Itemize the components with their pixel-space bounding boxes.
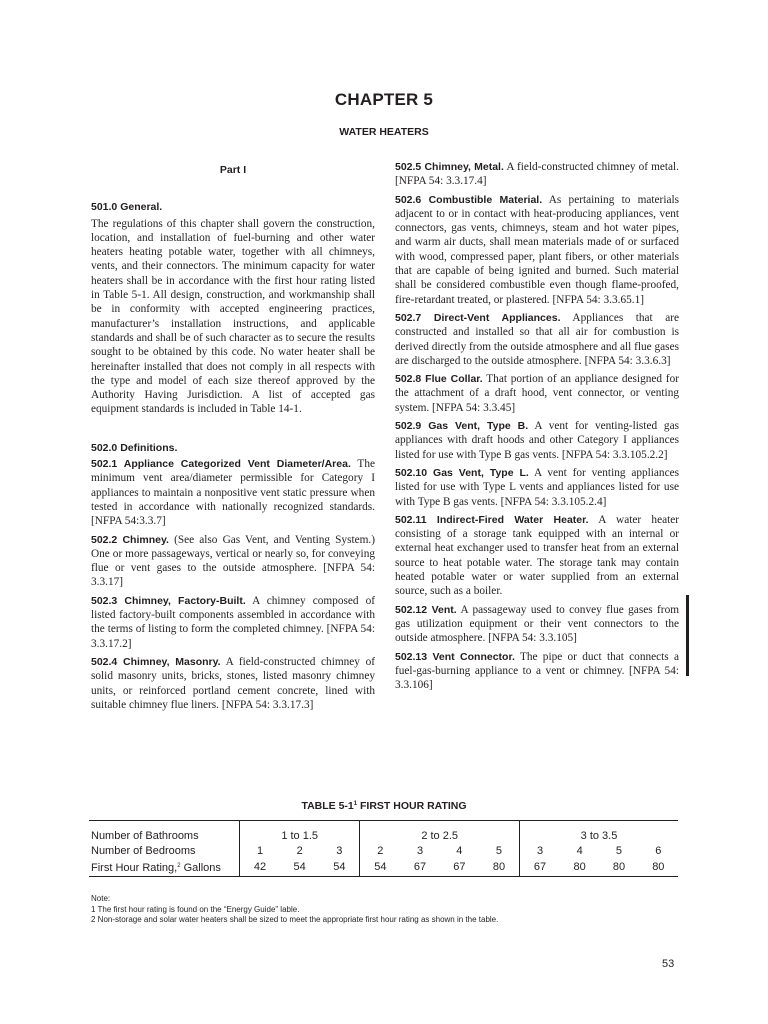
table-cell: 4: [456, 845, 463, 857]
definition-text: That portion of an appliance designed for the attachment of a draft hood, vent connector, or venting system. [NFPA 54: 3.3.45]: [395, 373, 679, 414]
table-cell: 80: [479, 859, 520, 877]
table-title-suffix: FIRST HOUR RATING: [357, 800, 467, 812]
table-row-bathrooms: [89, 821, 678, 845]
table-cell: 6: [655, 845, 662, 857]
definition-term: 502.4 Chimney, Masonry.: [91, 655, 221, 668]
rating-unit: Gallons: [180, 862, 221, 874]
row-label-bedrooms: Number of Bedrooms: [91, 845, 196, 857]
definition-text: The minimum vent area/diameter permissible for Category I appliances to maintain a nonpositive vent static pressure when tested in accordance with nationally recognized standards. [NFPA 54:3.3.7]: [91, 458, 375, 528]
page-number: 53: [662, 958, 675, 970]
table-cell: 80: [639, 859, 678, 877]
definition-text: (See also Gas Vent, and Venting System.) One or more passageways, vertical or nearly so, for conveying flue or vent gases to the outside atmosphere. [NFPA 54: 3.3.17]: [91, 533, 375, 589]
revision-change-bar: [686, 595, 689, 676]
definition-502-5: [395, 160, 679, 189]
section-heading-definitions: 502.0 Definitions.: [91, 441, 178, 454]
table-cell: 80: [560, 859, 599, 877]
bathrooms-group-3: 3 to 3.5: [520, 821, 679, 845]
definition-502-13: [395, 650, 679, 693]
left-column: [91, 160, 375, 716]
definition-text: Appliances that are constructed and installed so that all air for combustion is derived directly from the outside atmosphere and all flue gases are discharged to the outside atmosphere. [NFPA 54: 3.3.6.3]: [395, 311, 680, 367]
table-cell: 5: [495, 845, 503, 857]
table-cell: 2: [296, 845, 303, 857]
table-notes: [91, 894, 691, 926]
table-cell: 3: [520, 844, 561, 859]
definition-502-10: [395, 466, 679, 509]
definition-502-12: [395, 603, 679, 646]
definition-502-6: [395, 193, 679, 307]
definition-502-2: [91, 533, 375, 590]
table-cell: 54: [360, 859, 401, 877]
definition-text: A field-constructed chimney of metal. [NFPA 54: 3.3.17.4]: [395, 161, 679, 188]
table-cell: 54: [280, 859, 319, 877]
row-label-rating: [89, 859, 240, 877]
definition-text: A vent for venting appliances listed for use with Type L vents and appliances listed for use with Type B gas vents. [NFPA 54: 3.3.105.2.4]: [395, 466, 679, 508]
definition-term: 502.13 Vent Connector.: [395, 650, 515, 663]
first-hour-rating-table: [89, 820, 678, 877]
definition-text: A field-constructed chimney of solid masonry units, bricks, stones, listed masonry chimney units, or reinforced portland cement concrete, lined with suitable chimney flue liners. [NFPA 54: 3.3.17.3]: [91, 655, 376, 711]
definition-502-8: [395, 372, 679, 415]
definition-502-1: [91, 457, 375, 528]
definition-term: 502.1 Appliance Categorized Vent Diameter/Area.: [91, 458, 351, 471]
definition-text: As pertaining to materials adjacent to or in contact with heat-producing appliances, vent connectors, gas vents, chimneys, steam and hot water pipes, and warm air ducts, shall mean materials made of or surfaced with wood, compressed paper, plant fibers, or other materials that are capable of being ignited and burned. Such material shall be considered combustible even though flame-proofed, fire-retardant treated, or plastered. [NFPA 54: 3.3.65.1]: [395, 193, 680, 306]
definition-term: 502.9 Gas Vent, Type B.: [395, 420, 529, 433]
definition-502-11: [395, 513, 679, 599]
table-title-prefix: TABLE 5-1: [301, 800, 354, 812]
table-row-bedrooms: [89, 844, 678, 859]
rating-footnote-ref: 2: [177, 863, 181, 869]
definition-text: The pipe or duct that connects a fuel-gas-burning appliance to a vent or chimney. [NFPA 54: 3.3.106]: [395, 650, 679, 692]
section-heading-general: 501.0 General.: [91, 201, 163, 214]
table-cell: 5: [615, 845, 623, 857]
note-item-1: 1 The first hour rating is found on the “Energy Guide” lable.: [91, 904, 300, 914]
notes-heading: Note:: [91, 894, 111, 903]
general-paragraph: The regulations of this chapter shall govern the construction, location, and installation of fuel-burning and other water heaters heating potable water, together with all chimneys, vents, and their connectors. The minimum capacity for water heaters shall be in accordance with the first hour rating listed in Table 5-1. All design, construction, and workmanship shall be in conformity with accepted engineering practices, manufacturer’s installation instructions, and applicable standards and shall be of such character as to secure the results sought to be obtained by this code. No water heater shall be hereinafter installed that does not comply in all respects with the type and model of each size thereof approved by the Authority Having Jurisdiction. A list of accepted gas equipment standards is included in Table 14-1.: [91, 217, 375, 416]
table-title-footnote-ref: 1: [353, 801, 358, 807]
table-cell: 4: [576, 845, 583, 857]
table-title: [0, 800, 768, 812]
definition-term: 502.5 Chimney, Metal.: [395, 161, 504, 173]
definition-502-4: [91, 655, 375, 712]
right-column: [395, 160, 679, 696]
definition-term: 502.3 Chimney, Factory-Built.: [91, 594, 246, 607]
bathrooms-group-1: 1 to 1.5: [240, 821, 360, 845]
table-row-first-hour-rating: [89, 859, 678, 877]
definition-term: 502.7 Direct-Vent Appliances.: [395, 311, 561, 324]
table-cell: 67: [440, 859, 479, 877]
table-cell: 3: [416, 845, 424, 857]
table-cell: 54: [319, 859, 360, 877]
definition-502-3: [91, 594, 375, 651]
table-cell: 42: [240, 859, 281, 877]
bathrooms-group-2: 2 to 2.5: [360, 821, 520, 845]
definition-term: 502.12 Vent.: [395, 603, 457, 616]
definition-502-7: [395, 311, 679, 368]
table-cell: 1: [240, 844, 281, 859]
chapter-title: CHAPTER 5: [334, 90, 434, 109]
definition-term: 502.11 Indirect-Fired Water Heater.: [395, 513, 589, 526]
definition-term: 502.8 Flue Collar.: [395, 373, 483, 386]
table-cell: 3: [336, 845, 343, 857]
note-item-2: 2 Non-storage and solar water heaters shall be sized to meet the appropriate first hour rating as shown in the table.: [91, 915, 499, 924]
table-cell: 2: [360, 844, 401, 859]
definition-text: A passageway used to convey flue gases from gas utilization equipment or their vent connectors to the outside atmosphere. [NFPA 54: 3.3.105]: [395, 603, 680, 645]
definition-text: A water heater consisting of a storage tank equipped with an internal or external heat exchanger used to transfer heat from an external source to heat potable water. The storage tank may contain heated potable water or water supplied from an external source, such as a boiler.: [395, 513, 680, 598]
part-heading: Part I: [219, 164, 247, 176]
definition-term: 502.2 Chimney.: [91, 533, 169, 546]
definition-term: 502.10 Gas Vent, Type L.: [395, 466, 529, 479]
definition-text: A vent for venting-listed gas appliances with draft hoods and other Category I appliances listed for use with Type B gas vents. [NFPA 54: 3.3.105.2.2]: [395, 420, 679, 461]
table-cell: 80: [599, 859, 638, 877]
table-cell: 67: [520, 859, 561, 877]
table-cell: 67: [400, 859, 439, 877]
row-label-bathrooms: Number of Bathrooms: [89, 821, 240, 845]
rating-label-text: First Hour Rating,: [91, 862, 178, 874]
definition-502-9: [395, 419, 679, 462]
definition-text: A chimney composed of listed factory-built components assembled in accordance with the terms of listing to form the completed chimney. [NFPA 54: 3.3.17.2]: [91, 594, 375, 650]
chapter-subtitle: WATER HEATERS: [339, 126, 429, 138]
definition-term: 502.6 Combustible Material.: [395, 193, 543, 206]
section-spacer: [91, 417, 375, 441]
